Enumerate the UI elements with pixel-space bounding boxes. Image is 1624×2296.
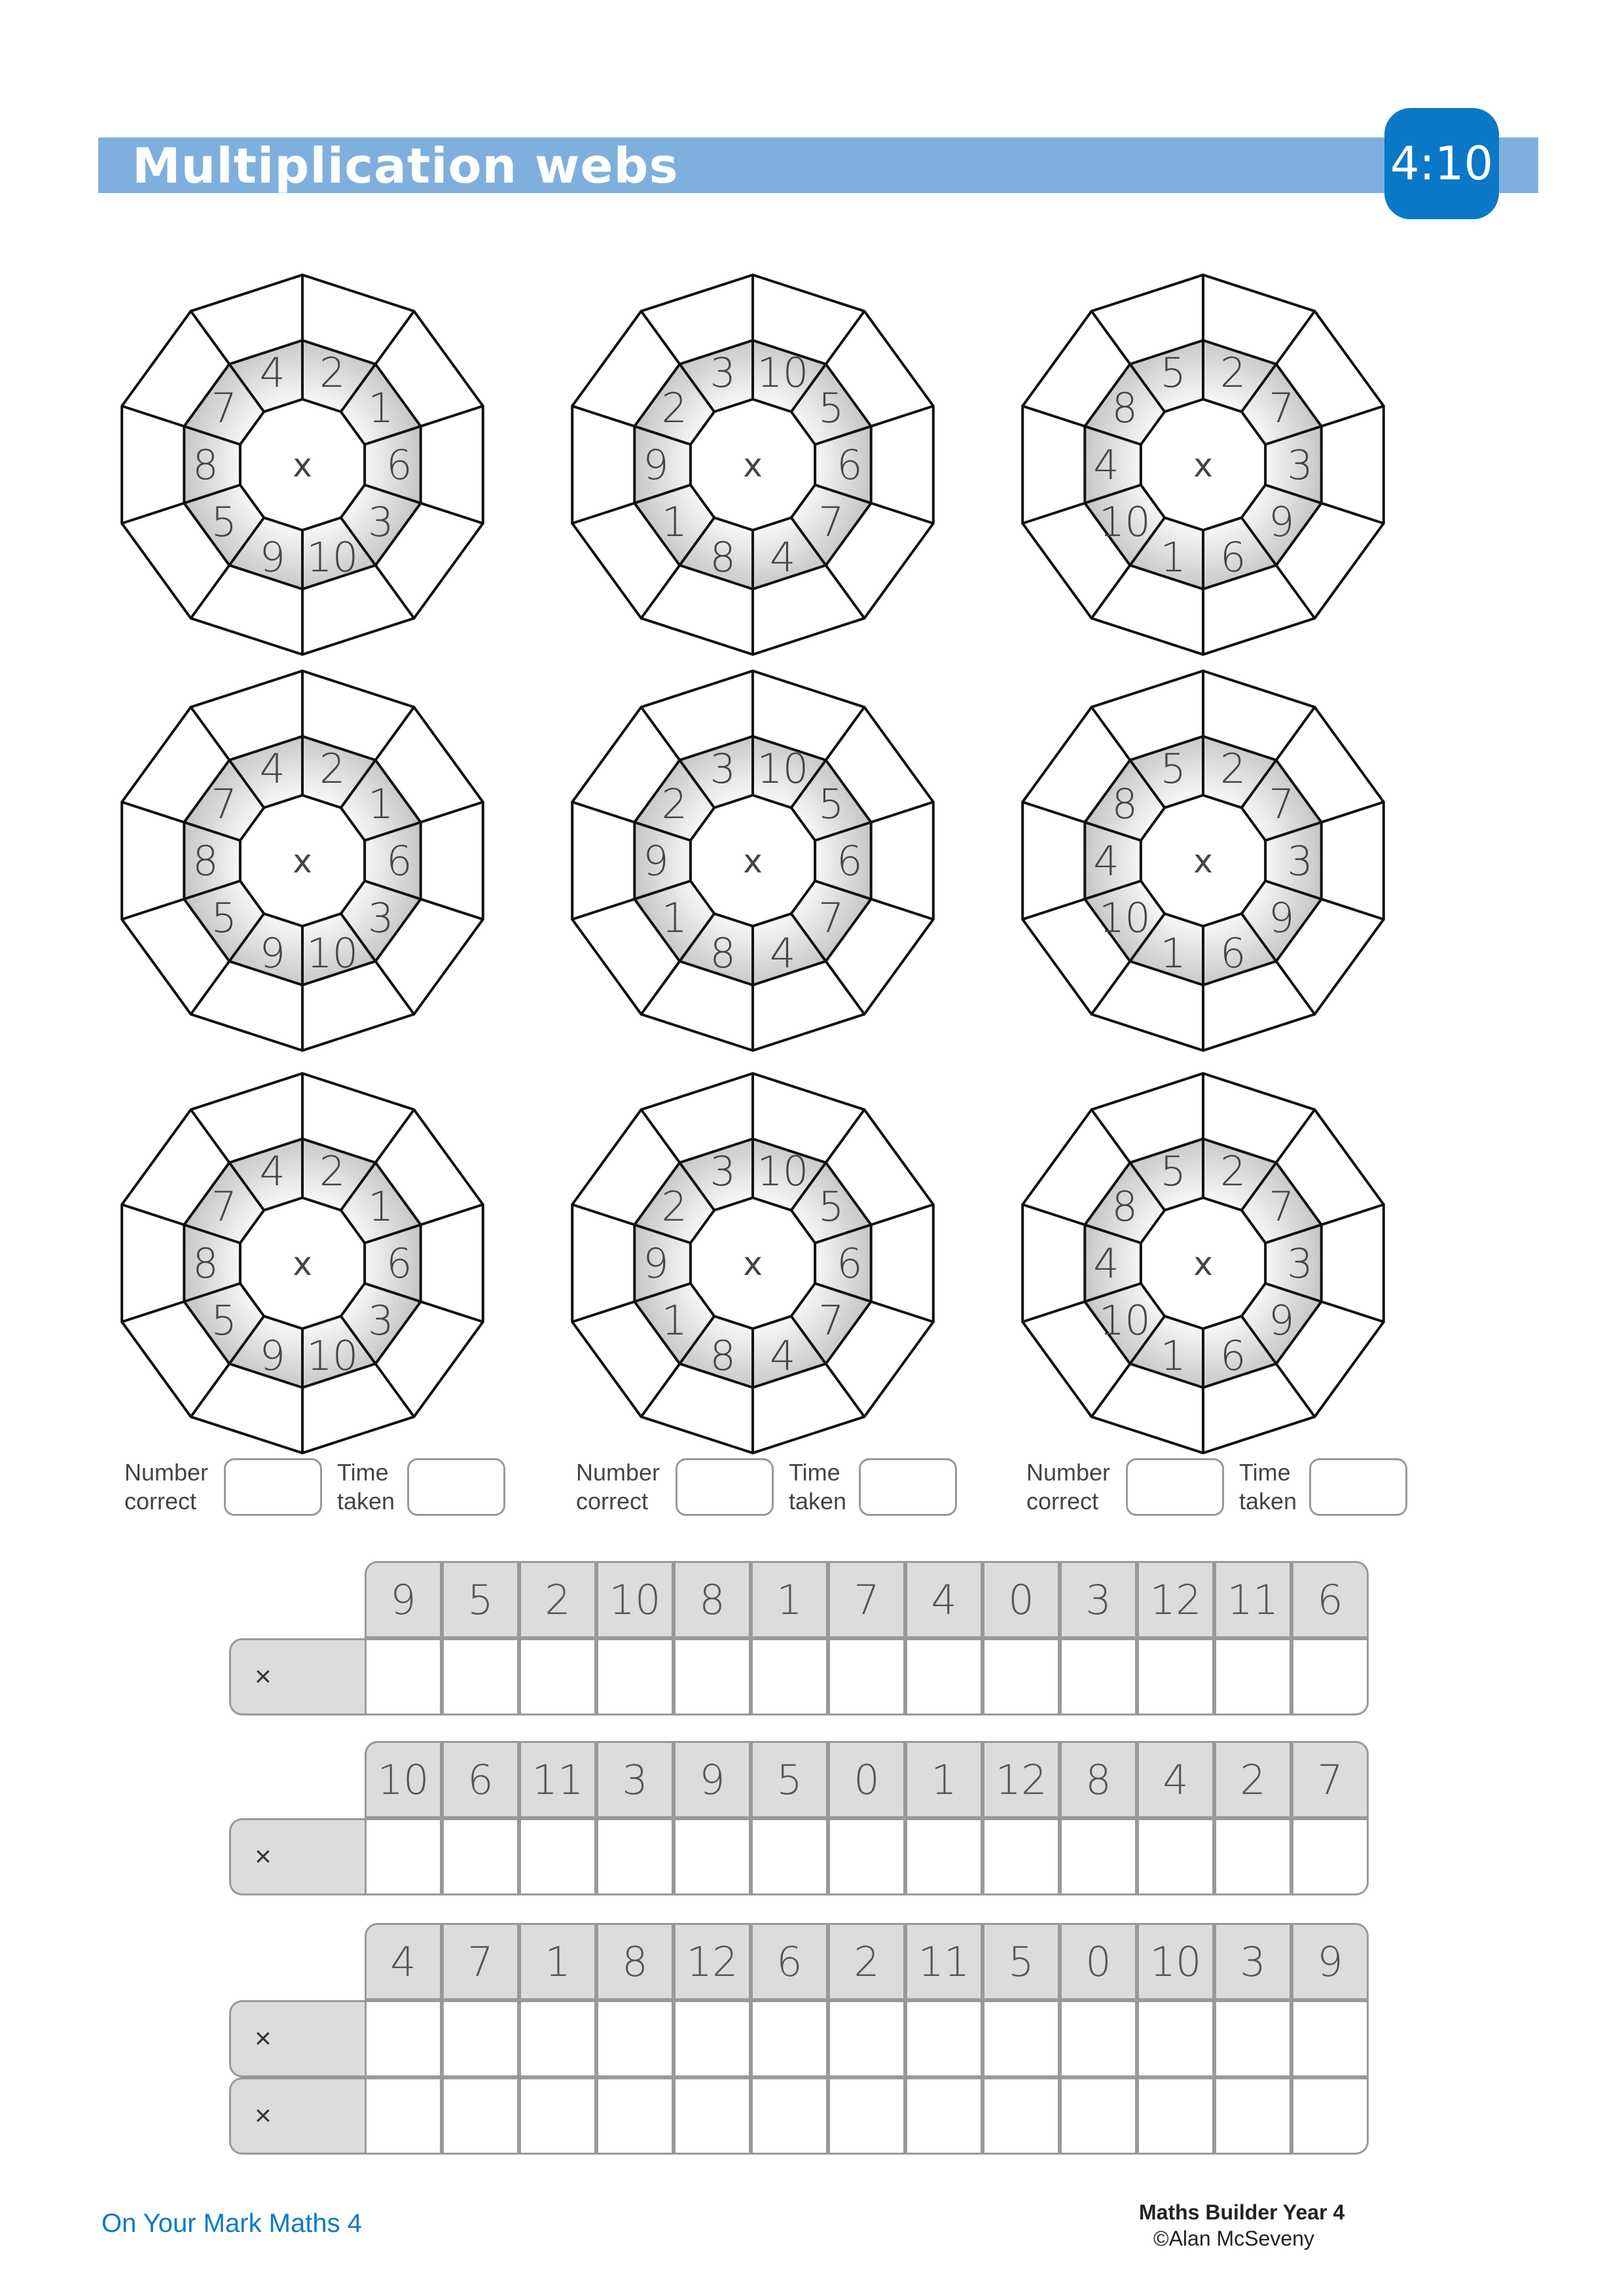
strip-number-cell: 6 [442,1741,519,1818]
strip-answer-cell[interactable] [983,2000,1060,2077]
strip-operator-cell: × [229,2077,367,2155]
web-number: 1 [1160,929,1186,977]
strip-number-cell: 11 [519,1741,596,1818]
strip-answer-cell[interactable] [1214,2077,1291,2155]
strip-number-cell: 10 [1137,1923,1214,2000]
number-correct-label: Number [124,1459,209,1486]
footer-author: ©Alan McSeveny [1153,2227,1314,2250]
web-number: 7 [211,384,237,433]
number-correct-label: correct [576,1488,649,1515]
strip-answer-cell[interactable] [1291,2000,1369,2077]
strip-number-cell: 4 [365,1923,442,2000]
web-number: 7 [1269,384,1295,433]
web-number: 3 [368,1296,394,1344]
strip-answer-cell[interactable] [1137,2000,1214,2077]
web-number: 1 [661,1296,687,1344]
web-number: 8 [192,837,219,885]
strip-answer-cell[interactable] [365,2077,442,2155]
number-correct-box[interactable] [1126,1458,1224,1516]
web-7 [122,1073,483,1453]
web-operator: x [293,446,312,484]
web-number: 10 [1098,1296,1151,1344]
web-number: 3 [1287,1240,1313,1287]
web-number: 4 [770,533,796,581]
page-code-badge: 4:10 [1384,108,1499,219]
number-correct-label: Number [576,1459,660,1486]
strip-number-cell: 3 [1214,1923,1291,2000]
number-correct-box[interactable] [676,1458,774,1516]
web-number: 10 [306,1331,359,1380]
strip-answer-cell[interactable] [751,1638,828,1715]
time-taken-label: taken [1239,1488,1297,1515]
web-number: 2 [1220,349,1246,397]
web-number: 4 [259,745,285,793]
strip-answer-cell[interactable] [674,2000,751,2077]
web-number: 1 [1160,533,1186,581]
strip-operator-cell: × [229,2000,367,2077]
footer-book-title: Maths Builder Year 4 [1139,2200,1345,2224]
web-number: 2 [319,745,346,793]
strip-answer-cell[interactable] [596,2077,674,2155]
web-operator: x [1193,446,1213,484]
strip-number-cell: 0 [1060,1923,1137,2000]
strip-number-cell: 1 [519,1923,596,2000]
time-taken-label: taken [337,1488,395,1515]
strip-number-cell: 2 [519,1561,596,1638]
strip-answer-cell[interactable] [519,1818,596,1895]
strip-number-cell: 10 [596,1561,674,1638]
web-number: 10 [757,745,809,793]
strip-answer-cell[interactable] [1060,1638,1137,1715]
strip-answer-cell[interactable] [442,2000,519,2077]
web-number: 10 [1098,893,1151,942]
strip-number-cell: 5 [442,1561,519,1638]
strip-number-cell: 4 [1137,1741,1214,1818]
strip-answer-cell[interactable] [1060,2000,1137,2077]
web-number: 7 [211,1183,237,1231]
strip-answer-cell[interactable] [596,2000,674,2077]
web-number: 8 [1111,384,1138,433]
web-number: 10 [1098,497,1151,546]
web-number: 3 [710,745,736,793]
web-number: 8 [1111,1183,1138,1231]
web-number: 2 [661,1183,687,1231]
strip-number-cell: 6 [1291,1561,1369,1638]
web-number: 6 [386,837,412,885]
web-number: 4 [1093,837,1119,885]
web-number: 7 [1269,780,1295,829]
strip-answer-cell[interactable] [905,1818,983,1895]
time-taken-label: taken [789,1488,847,1515]
web-number: 3 [1287,837,1313,885]
web-number: 10 [757,1147,809,1196]
strip-number-cell: 12 [674,1923,751,2000]
web-number: 2 [661,384,687,433]
number-correct-box[interactable] [224,1458,322,1516]
web-operator: x [743,446,763,484]
strip-number-cell: 9 [365,1561,442,1638]
strip-answer-cell[interactable] [751,1818,828,1895]
web-number: 8 [1111,780,1138,829]
strip-number-cell: 0 [828,1741,905,1818]
strip-number-cell: 9 [1291,1923,1369,2000]
strip-number-cell: 12 [1137,1561,1214,1638]
strip-number-cell: 5 [983,1923,1060,2000]
strip-number-cell: 3 [596,1741,674,1818]
strip-answer-cell[interactable] [365,1638,442,1715]
web-number: 4 [259,349,285,397]
strip-answer-cell[interactable] [1291,1638,1369,1715]
web-number: 9 [259,929,285,977]
web-operator: x [1193,842,1213,880]
web-4 [122,671,483,1050]
strip-answer-cell[interactable] [828,2000,905,2077]
web-number: 9 [1269,893,1295,942]
strip-number-cell: 8 [1060,1741,1137,1818]
strip-number-cell: 2 [1214,1741,1291,1818]
web-number: 5 [1160,745,1186,793]
strip-answer-cell[interactable] [751,2077,828,2155]
web-number: 6 [1220,533,1246,581]
strip-answer-cell[interactable] [442,2077,519,2155]
strip-answer-cell[interactable] [519,2077,596,2155]
web-number: 9 [1269,497,1295,546]
strip-answer-cell[interactable] [905,1638,983,1715]
web-number: 3 [1287,441,1313,489]
web-operator: x [1193,1245,1213,1283]
strip-number-cell: 10 [365,1741,442,1818]
web-number: 2 [661,780,687,829]
web-operator: x [293,1245,312,1283]
strip-answer-cell[interactable] [828,2077,905,2155]
web-number: 8 [710,533,736,581]
footer-series: On Your Mark Maths 4 [101,2209,362,2238]
strip-number-cell: 12 [983,1741,1060,1818]
strip-answer-cell[interactable] [674,1638,751,1715]
strip-operator-cell: × [229,1818,367,1895]
web-number: 7 [818,1296,844,1344]
web-number: 5 [211,1296,237,1344]
strip-answer-cell[interactable] [983,1638,1060,1715]
web-number: 2 [1220,745,1246,793]
strip-answer-cell[interactable] [442,1638,519,1715]
strip-answer-cell[interactable] [1137,1818,1214,1895]
number-correct-label: correct [1026,1488,1099,1515]
strip-number-cell: 4 [905,1561,983,1638]
web-number: 3 [710,1147,736,1196]
strip-number-cell: 7 [828,1561,905,1638]
strip-answer-cell[interactable] [442,1818,519,1895]
web-number: 9 [259,1331,285,1380]
strip-answer-cell[interactable] [983,1818,1060,1895]
web-number: 6 [837,441,863,489]
strip-answer-cell[interactable] [1291,2077,1369,2155]
strip-number-cell: 11 [905,1923,983,2000]
web-number: 10 [306,533,359,581]
web-number: 4 [1093,441,1119,489]
web-number: 4 [770,929,796,977]
strip-answer-cell[interactable] [751,2000,828,2077]
web-operator: x [293,842,312,880]
strip-answer-cell[interactable] [1137,2077,1214,2155]
web-number: 1 [368,780,394,829]
web-number: 6 [837,1240,863,1287]
strip-answer-cell[interactable] [596,1638,674,1715]
strip-number-cell: 1 [751,1561,828,1638]
strip-answer-cell[interactable] [828,1638,905,1715]
number-correct-label: correct [124,1488,197,1515]
strip-answer-cell[interactable] [1291,1818,1369,1895]
strip-answer-cell[interactable] [674,1818,751,1895]
web-number: 6 [386,441,412,489]
strip-answer-cell[interactable] [983,2077,1060,2155]
strip-number-cell: 7 [442,1923,519,2000]
strip-number-cell: 2 [828,1923,905,2000]
web-number: 3 [368,893,394,942]
strip-number-cell: 3 [1060,1561,1137,1638]
web-number: 3 [710,349,736,397]
time-taken-label: Time [1239,1459,1291,1486]
strip-answer-cell[interactable] [1214,1818,1291,1895]
web-number: 5 [1160,1147,1186,1196]
strip-number-cell: 5 [751,1741,828,1818]
strip-operator-cell: × [229,1638,367,1715]
web-number: 1 [1160,1331,1186,1380]
strip-number-cell: 0 [983,1561,1060,1638]
strip-answer-cell[interactable] [905,2000,983,2077]
web-number: 1 [661,497,687,546]
web-3 [1022,275,1384,655]
strip-number-cell: 8 [674,1561,751,1638]
strip-answer-cell[interactable] [905,2077,983,2155]
strip-number-cell: 7 [1291,1741,1369,1818]
web-8 [572,1073,933,1453]
strip-answer-cell[interactable] [674,2077,751,2155]
web-number: 9 [643,441,669,489]
web-number: 7 [211,780,237,829]
web-number: 9 [259,533,285,581]
web-number: 8 [710,1331,736,1380]
web-number: 6 [837,837,863,885]
number-correct-label: Number [1026,1459,1111,1486]
web-number: 9 [1269,1296,1295,1344]
web-number: 2 [319,1147,346,1196]
web-5 [572,671,933,1050]
web-2 [572,275,933,655]
strip-number-cell: 8 [596,1923,674,2000]
web-operator: x [743,842,763,880]
web-operator: x [743,1245,763,1283]
web-number: 1 [661,893,687,942]
web-number: 9 [643,837,669,885]
web-number: 6 [1220,1331,1246,1380]
time-taken-box[interactable] [407,1458,505,1516]
web-9 [1022,1073,1384,1453]
page-title: Multiplication webs [132,138,679,194]
web-number: 5 [1160,349,1186,397]
strip-number-cell: 11 [1214,1561,1291,1638]
strip-answer-cell[interactable] [828,1818,905,1895]
web-number: 5 [818,780,844,829]
strip-answer-cell[interactable] [365,2000,442,2077]
web-6 [1022,671,1384,1050]
web-number: 8 [710,929,736,977]
web-number: 5 [211,497,237,546]
web-number: 2 [1220,1147,1246,1196]
strip-answer-cell[interactable] [519,2000,596,2077]
web-1 [122,275,483,655]
strip-answer-cell[interactable] [1214,2000,1291,2077]
web-number: 4 [259,1147,285,1196]
web-number: 10 [757,349,809,397]
web-number: 5 [211,893,237,942]
time-taken-label: Time [337,1459,389,1486]
time-taken-box[interactable] [859,1458,957,1516]
web-number: 6 [1220,929,1246,977]
web-number: 4 [1093,1240,1119,1287]
web-number: 5 [818,384,844,433]
web-number: 7 [818,893,844,942]
strip-answer-cell[interactable] [1137,1638,1214,1715]
strip-answer-cell[interactable] [519,1638,596,1715]
strip-answer-cell[interactable] [596,1818,674,1895]
web-number: 7 [1269,1183,1295,1231]
time-taken-box[interactable] [1309,1458,1407,1516]
web-number: 10 [306,929,359,977]
time-taken-label: Time [789,1459,840,1486]
web-number: 1 [368,1183,394,1231]
web-number: 5 [818,1183,844,1231]
web-number: 2 [319,349,346,397]
web-number: 6 [386,1240,412,1287]
strip-answer-cell[interactable] [1214,1638,1291,1715]
strip-number-cell: 9 [674,1741,751,1818]
web-number: 8 [192,441,219,489]
web-number: 9 [643,1240,669,1287]
strip-answer-cell[interactable] [1060,2077,1137,2155]
strip-answer-cell[interactable] [1060,1818,1137,1895]
strip-number-cell: 6 [751,1923,828,2000]
web-number: 3 [368,497,394,546]
strip-answer-cell[interactable] [365,1818,442,1895]
web-number: 7 [818,497,844,546]
web-number: 1 [368,384,394,433]
strip-number-cell: 1 [905,1741,983,1818]
web-number: 4 [770,1331,796,1380]
web-number: 8 [192,1240,219,1287]
